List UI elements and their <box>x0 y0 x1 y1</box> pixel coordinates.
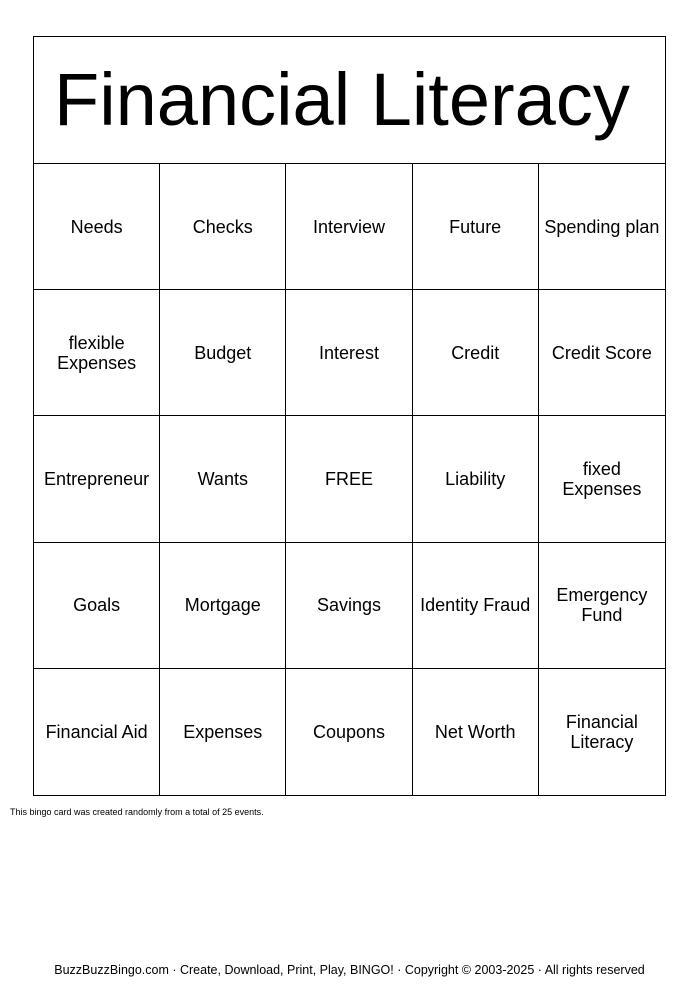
bingo-cell: Expenses <box>160 669 286 795</box>
bingo-cell-free: FREE <box>286 416 412 542</box>
bingo-grid <box>34 164 665 795</box>
bingo-cell: Emergency Fund <box>539 543 665 669</box>
bingo-cell: Future <box>413 164 539 290</box>
bingo-cell: Net Worth <box>413 669 539 795</box>
bingo-cell: Liability <box>413 416 539 542</box>
bingo-cell: Financial Literacy <box>565 711 638 752</box>
bingo-cell: Entrepreneur <box>34 416 160 542</box>
bingo-cell: Spending plan <box>539 164 665 290</box>
bingo-cell: Interview <box>286 164 412 290</box>
bingo-card <box>33 36 666 796</box>
footer-text: BuzzBuzzBingo.com · Create, Download, Print, Play, BINGO! · Copyright © 2003-2025 · All rights reserved <box>54 963 645 977</box>
bingo-cell: Credit <box>413 290 539 416</box>
bingo-cell: Needs <box>34 164 160 290</box>
bingo-cell: Mortgage <box>160 543 286 669</box>
bingo-cell: flexible Expenses <box>34 290 160 416</box>
bingo-cell: fixed Expenses <box>539 416 665 542</box>
bingo-cell: Financial Aid <box>34 669 160 795</box>
generation-note: This bingo card was created randomly from a total of 25 events. <box>10 807 264 817</box>
bingo-cell: Goals <box>34 543 160 669</box>
bingo-cell: Checks <box>160 164 286 290</box>
bingo-cell: Interest <box>286 290 412 416</box>
bingo-cell: Wants <box>160 416 286 542</box>
card-title: Financial Literacy <box>34 37 665 164</box>
bingo-cell: Coupons <box>286 669 412 795</box>
bingo-cell: Savings <box>286 543 412 669</box>
bingo-cell: Credit Score <box>539 290 665 416</box>
bingo-cell: Identity Fraud <box>413 543 539 669</box>
bingo-cell: Budget <box>160 290 286 416</box>
